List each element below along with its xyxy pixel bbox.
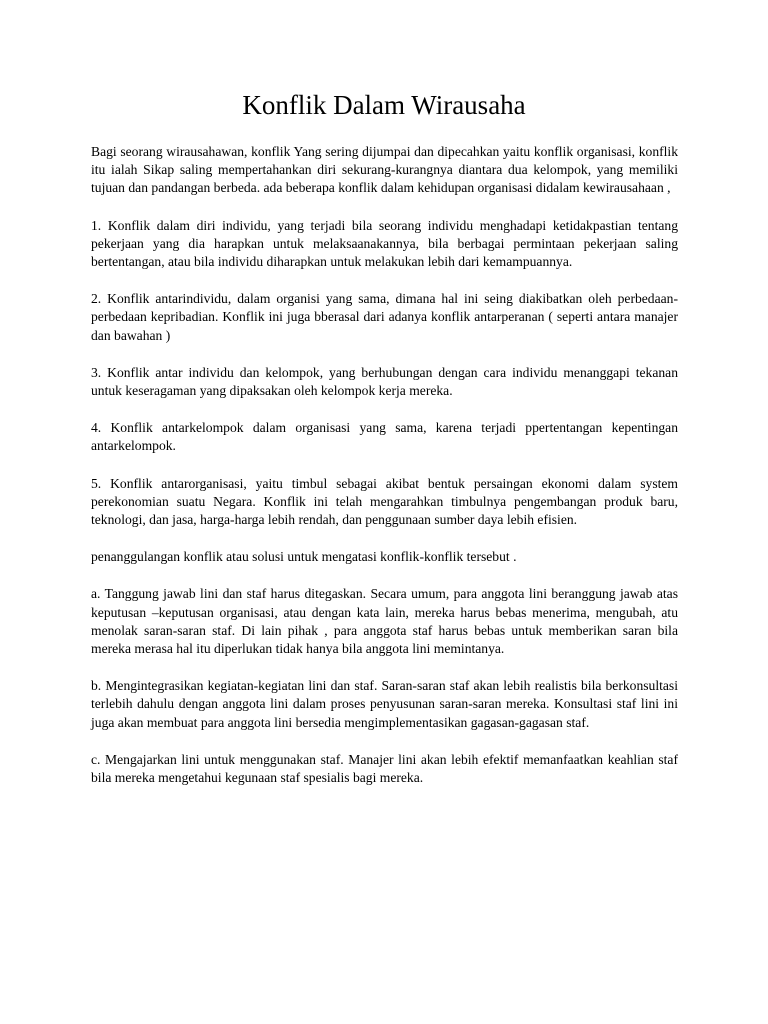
- conflict-type-4: 4. Konflik antarkelompok dalam organisasi yang sama, karena terjadi ppertentangan kepentingan antarkelompok.: [91, 420, 678, 454]
- document-title: Konflik Dalam Wirausaha: [242, 90, 526, 120]
- solution-c: c. Mengajarkan lini untuk menggunakan staf. Manajer lini akan lebih efektif memanfaatkan keahlian staf bila mereka mengetahui kegunaan staf spesialis bagi mereka.: [91, 751, 678, 786]
- conflict-type-1: 1. Konflik dalam diri individu, yang terjadi bila seorang individu menghadapi ketidakpastian tentang pekerjaan yang dia harapkan untuk melaksaanakannya, bila berbagai permintaan pekerjaan saling bertentangan, atau bila individu diharapkan untuk melakukan lebih dari kemampuannya.: [91, 217, 678, 270]
- solutions-heading: penanggulangan konflik atau solusi untuk mengatasi konflik-konflik tersebut .: [91, 549, 517, 565]
- solution-b: b. Mengintegrasikan kegiatan-kegiatan lini dan staf. Saran-saran staf akan lebih realistis bila berkonsultasi terlebih dahulu dengan anggota lini dalam proses penyusunan saran-saran mereka. Konsultasi staf lini ini juga akan membuat para anggota lini bersedia mengimplementasikan gagasan-gagasan staf.: [91, 678, 678, 730]
- conflict-type-5: 5. Konflik antarorganisasi, yaitu timbul sebagai akibat bentuk persaingan ekonomi dalam system perekonomian suatu Negara. Konflik ini telah mengarahkan timbulnya pengembangan produk baru, teknologi, dan jasa, harga-harga lebih rendah, dan penggunaan sumber daya lebih efisien.: [91, 475, 678, 528]
- conflict-type-3: 3. Konflik antar individu dan kelompok, yang berhubungan dengan cara individu menanggapi tekanan untuk keseragaman yang dipaksakan oleh kelompok kerja mereka.: [91, 364, 678, 399]
- solution-a: a. Tanggung jawab lini dan staf harus ditegaskan. Secara umum, para anggota lini beranggung jawab atas keputusan –keputusan organisasi, atau dengan kata lain, mereka harus bebas menerima, mengubah, atu menolak saran-saran staf. Di lain pihak , para anggota staf harus bebas untuk memberikan saran bila mereka merasa hal itu diperlukan tidak hanya bila anggota lini memintanya.: [91, 586, 678, 657]
- document-body: [91, 143, 678, 787]
- conflict-type-2: 2. Konflik antarindividu, dalam organisi yang sama, dimana hal ini seing diakibatkan oleh perbedaan-perbedaan kepribadian. Konflik ini juga bberasal dari adanya konflik antarperanan ( seperti antara manajer dan bawahan ): [91, 291, 678, 343]
- intro-paragraph: Bagi seorang wirausahawan, konflik Yang sering dijumpai dan dipecahkan yaitu konflik organisasi, konflik itu ialah Sikap saling mempertahankan diri sekurang-kurangnya diantara dua kelompok, yang memiliki tujuan dan pandangan berbeda. ada beberapa konflik dalam kehidupan organisasi didalam kewirausahaan ,: [91, 144, 678, 196]
